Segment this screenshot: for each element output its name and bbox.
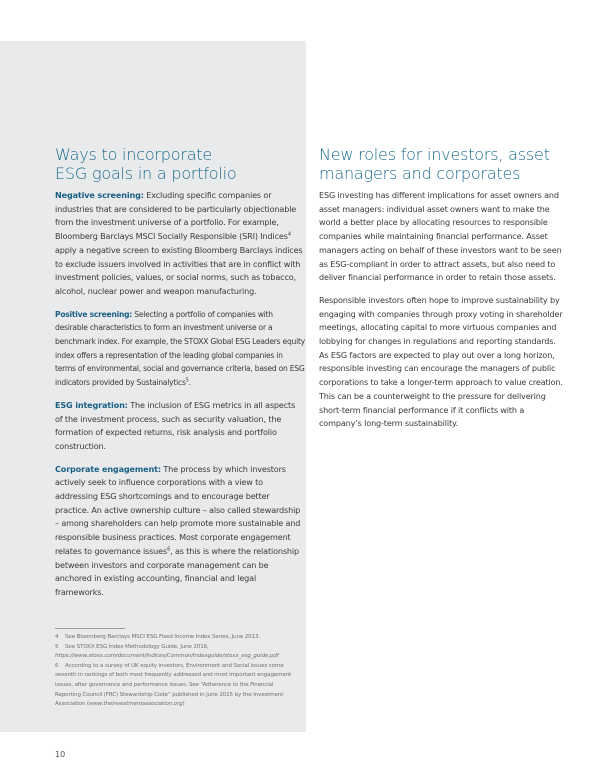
paragraph-negative-screening	[55, 189, 305, 299]
footnote-5	[55, 643, 300, 662]
term-label: ESG integration:	[55, 399, 128, 410]
footnote-number: 5	[55, 643, 59, 650]
footnote-text: According to a survey of UK equity investors, Environment and Social issues come seventh in rankings of both most frequently addressed and most important engagement issues, after governance and performance issues. See “Adherence to the Financial Reporting Council (FRC) Stewardship Code” published in June 2015 by the Investment Association (	[55, 662, 292, 708]
left-heading-line1: Ways to incorporate	[55, 145, 213, 164]
left-heading	[55, 145, 305, 183]
footnote-6	[55, 662, 300, 710]
right-heading-line2: managers and corporates	[319, 164, 521, 183]
right-heading-line1: New roles for investors, asset	[319, 145, 550, 164]
paragraph-text: .	[188, 378, 191, 388]
paragraph-asset-owners: ESG investing has different implications for asset owners and asset managers: individual asset owners want to make the world a better place by allocating resources to responsible companies while maintaining financial performance. Asset managers acting on behalf of these investors want to be seen as ESG-compliant in order to attract assets, but also need to deliver financial performance in order to retain those assets.	[319, 190, 562, 283]
footnote-number: 6	[55, 662, 59, 669]
paragraph-text: The inclusion of ESG metrics in all aspects of the investment process, such as security valuation, the formation of expected returns, risk analysis and portfolio construction.	[55, 399, 296, 451]
paragraph-responsible-investors: Responsible investors often hope to improve sustainability by engaging with companies through proxy voting in shareholder meetings, allocating capital to more virtuous companies and lobbying for changes in regulations and reporting standards. As ESG factors are expected to play out over a long horizon, responsible investing can encourage the managers of public corporations to take a longer-term approach to value creation. This can be a counterweight to the pressure for delivering short-term financial performance if it conflicts with a company’s long-term sustainability.	[319, 294, 563, 429]
paragraph-positive-screening	[55, 308, 305, 390]
left-heading-line2: ESG goals in a portfolio	[55, 164, 237, 183]
footnote-ref: 4	[287, 231, 291, 238]
footnote-4	[55, 633, 300, 643]
footnote-number: 4	[55, 634, 59, 640]
footnote-ref: 6	[167, 546, 171, 553]
paragraph-corporate-engagement	[55, 463, 305, 600]
paragraph-text: Excluding specific companies or industries that are considered to be particularly objectionable from the investment universe of a portfolio. For example, Bloomberg Barclays MSCI Socially Responsible (SRI) Indices	[55, 190, 297, 242]
right-heading	[319, 145, 564, 183]
footnote-link[interactable]: www.theinvestmentassociation.org	[88, 701, 183, 708]
paragraph-text: Selecting a portfolio of companies with desirable characteristics to form an investment universe or a benchmark index. For example, the STOXX Global ESG Leaders equity index offers a representation of the leading global companies in terms of environmental, social and governance criteria, based on ESG indicators provided by Sustainalytics	[55, 309, 305, 388]
term-label: Negative screening:	[55, 190, 144, 200]
footnote-text: )	[182, 701, 185, 708]
left-column	[55, 145, 305, 609]
footnote-text: See Bloomberg Barclays MSCI ESG Fixed Income Index Series, June 2013.	[65, 634, 261, 640]
paragraph-esg-integration	[55, 399, 305, 454]
paragraph-text: , as this is where the relationship between investors and corporate management can be anchored in existing accounting, financial and legal frameworks.	[55, 545, 299, 597]
term-label: Corporate engagement:	[55, 463, 161, 474]
footnote-divider	[55, 628, 125, 629]
footnotes	[55, 633, 300, 710]
footnote-link[interactable]: https://www.stoxx.com/document/Indices/Common/Indexguide/stoxx_esg_guide.pdf	[55, 653, 279, 660]
right-column	[319, 145, 564, 440]
footnote-text: See STOXX ESG Index Methodology Guide, June 2016,	[65, 643, 209, 650]
paragraph-text: The process by which investors actively seek to influence corporations with a view to addressing ESG shortcomings and to encourage better practice. An active ownership culture – also called stewardship – among shareholders can help promote more sustainable and responsible business practices. Most corporate engagement relates to governance issues	[55, 463, 301, 556]
footnote-ref: 5	[185, 377, 189, 384]
page-number: 10	[55, 750, 66, 759]
paragraph-text: apply a negative screen to existing Bloomberg Barclays indices to exclude issuers involved in activities that are in conflict with investment policies, values, or social norms, such as tobacco, alcohol, nuclear power and weapon manufacturing.	[55, 244, 303, 296]
term-label: Positive screening:	[55, 309, 133, 319]
